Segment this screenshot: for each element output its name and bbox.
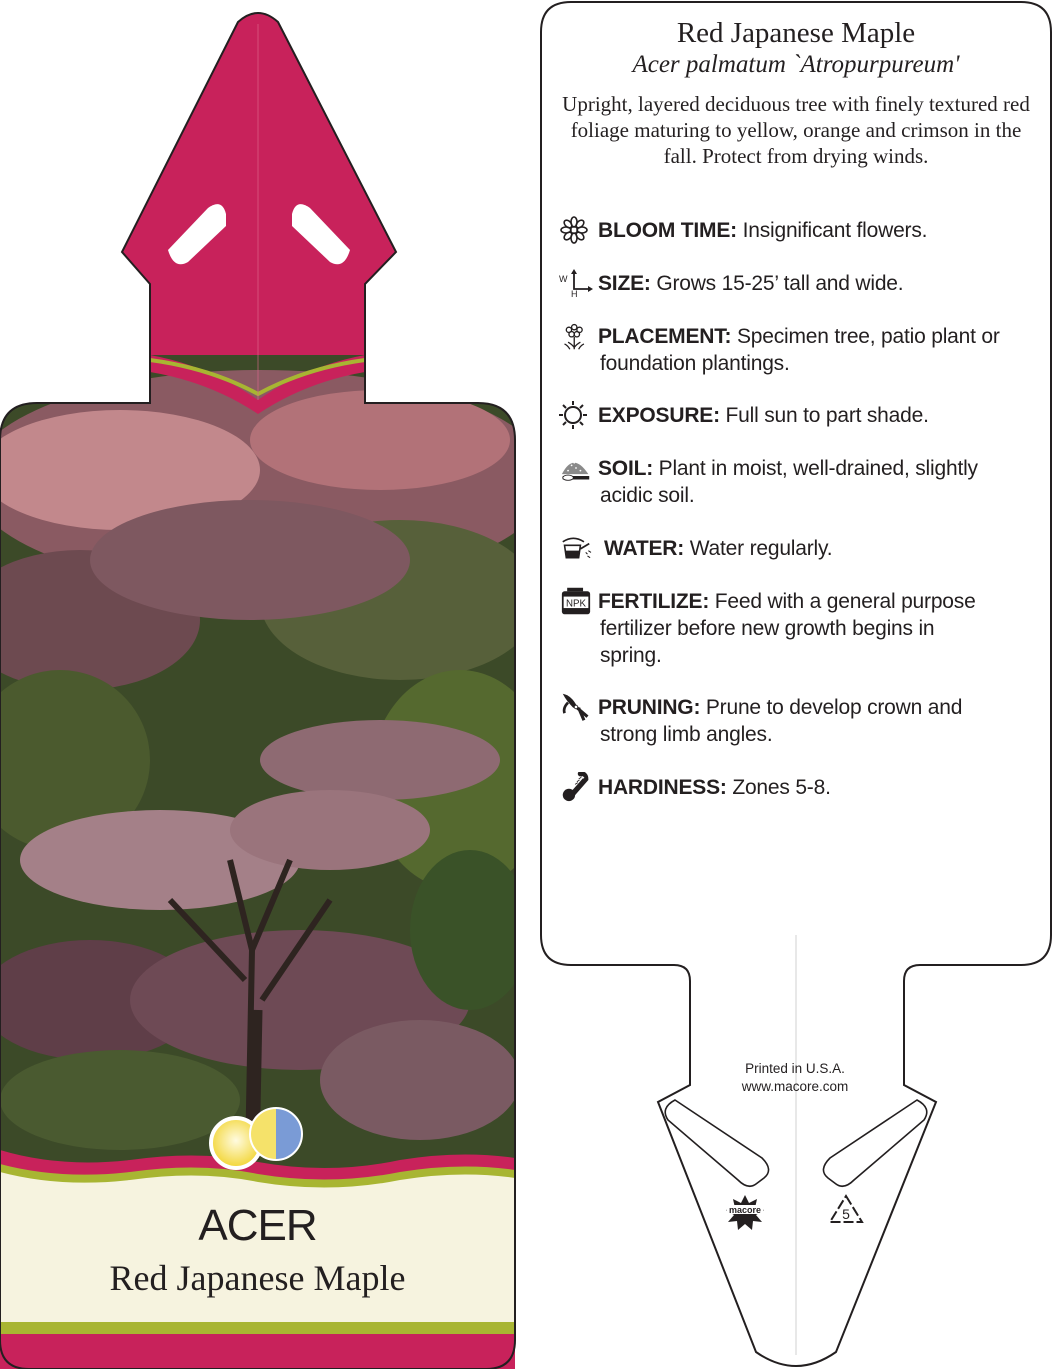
attr-label: FERTILIZE: [598, 590, 710, 613]
attr-label: BLOOM TIME: [598, 219, 737, 242]
attr-text: Full sun to part shade. [725, 404, 929, 427]
attr-hardiness [557, 774, 1042, 802]
svg-text:5: 5 [842, 1206, 850, 1222]
attr-text: Feed with a general purpose [714, 590, 976, 613]
attr-text: Zones 5-8. [732, 776, 831, 799]
attr-label: WATER: [604, 537, 685, 560]
attr-text: Insignificant flowers. [742, 219, 928, 242]
thermometer-icon [557, 772, 595, 802]
svg-text:W: W [559, 274, 568, 284]
attr-exposure [557, 402, 1042, 430]
attr-label: HARDINESS: [598, 776, 727, 799]
front-genus-label: ACER [198, 1201, 317, 1250]
attr-water [557, 535, 1042, 563]
attr-text: Grows 15-25’ tall and wide. [656, 272, 904, 295]
attr-text: Prune to develop crown and [705, 696, 963, 719]
npk-fertilizer-icon [557, 586, 595, 616]
pruners-icon [557, 692, 595, 722]
attr-fertilize [557, 588, 1042, 669]
watering-can-icon [557, 533, 595, 563]
back-title: Red Japanese Maple [676, 17, 916, 49]
back-description: Upright, layered deciduous tree with finely textured red foliage maturing to yellow, orange and crimson in the fall. Protect from drying winds. [562, 92, 1030, 168]
size-arrows-icon [557, 268, 595, 298]
placement-icon [557, 321, 595, 351]
attr-size [557, 270, 1042, 298]
svg-text:H: H [571, 289, 578, 298]
attr-label: PRUNING: [598, 696, 701, 719]
printed-label: Printed in U.S.A. [745, 1061, 845, 1076]
soil-icon [557, 453, 595, 483]
attr-placement [557, 323, 1042, 377]
attr-label: SIZE: [598, 272, 651, 295]
website-label: www.macore.com [741, 1079, 849, 1094]
svg-text:NPK: NPK [566, 598, 586, 610]
attr-text-continued: strong limb angles. [600, 723, 773, 746]
attr-text-continued: foundation plantings. [600, 352, 790, 375]
attr-text: Plant in moist, well-drained, slightly [658, 457, 978, 480]
attr-text-continued: acidic soil. [600, 484, 695, 507]
svg-text:macore: macore [728, 1205, 762, 1215]
sun-exposure-icon [557, 400, 595, 430]
attr-text-continued: fertilizer before new growth begins in spring. [600, 617, 935, 667]
printed-in-usa [690, 1060, 900, 1096]
back-latin-name: Acer palmatum `Atropurpureum' [632, 51, 960, 78]
attr-bloom-time [557, 217, 1042, 245]
attr-text: Water regularly. [689, 537, 833, 560]
attr-pruning [557, 694, 1042, 748]
flower-icon [557, 215, 595, 245]
attr-label: PLACEMENT: [598, 325, 732, 348]
attr-label: SOIL: [598, 457, 653, 480]
attr-text: Specimen tree, patio plant or [736, 325, 1000, 348]
front-common-name: Red Japanese Maple [109, 1258, 406, 1298]
attr-label: EXPOSURE: [598, 404, 720, 427]
attr-soil [557, 455, 1042, 509]
